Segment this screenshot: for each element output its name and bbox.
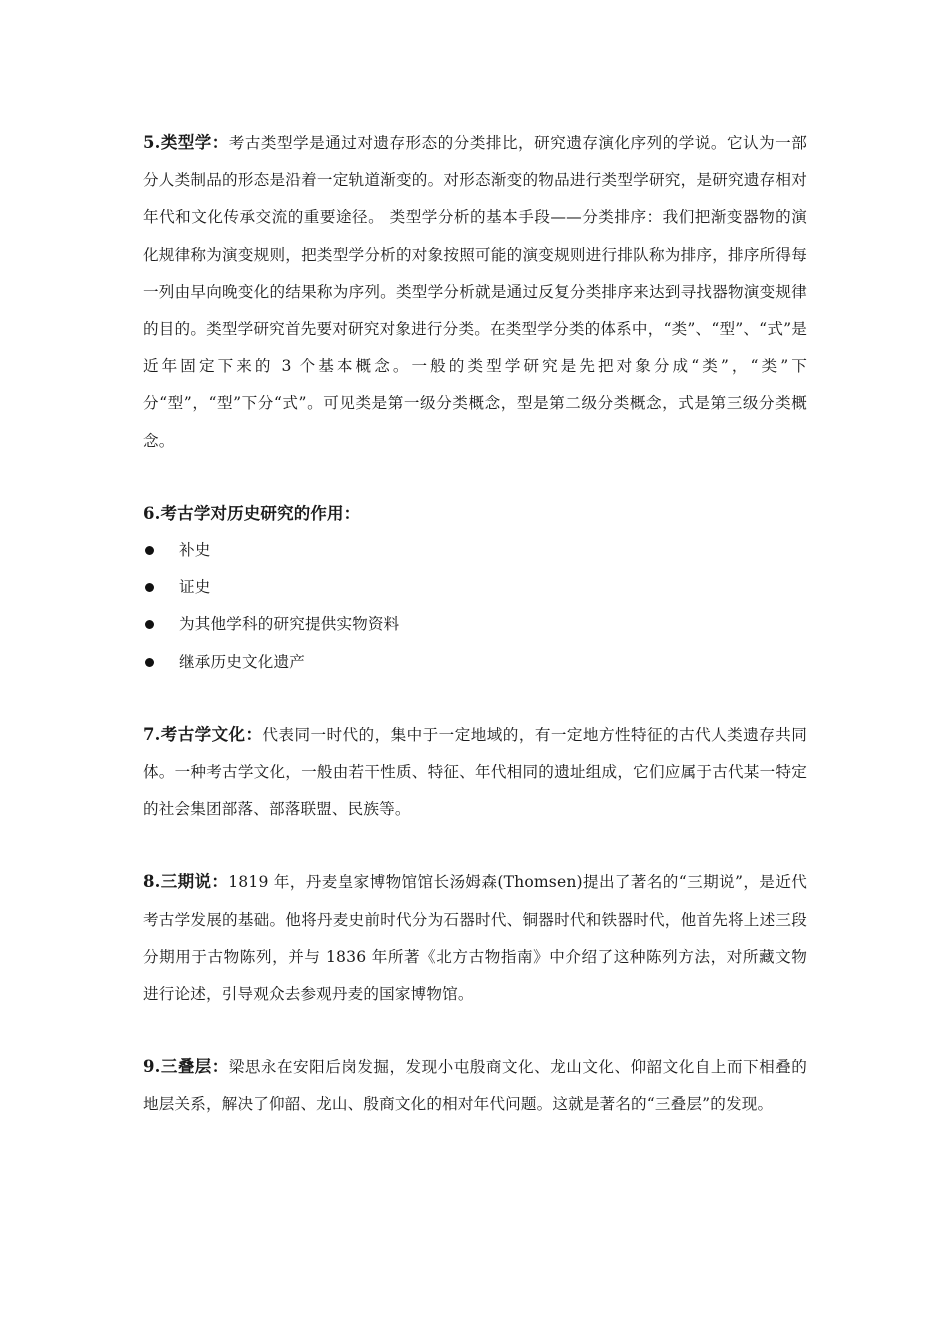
section-body: 梁思永在安阳后岗发掘，发现小屯殷商文化、龙山文化、仰韶文化自上而下相叠的地层关系，解决了仰韶、龙山、殷商文化的相对年代问题。这就是著名的“三叠层”的发现。 bbox=[143, 1058, 807, 1114]
list-item-text: 补史 bbox=[179, 541, 211, 560]
section-typology bbox=[143, 124, 807, 460]
section-heading: 9.三叠层： bbox=[143, 1057, 229, 1077]
bullet-icon bbox=[145, 583, 154, 592]
section-heading: 5.类型学： bbox=[143, 133, 229, 152]
section-culture bbox=[143, 716, 807, 829]
section-three-age bbox=[143, 863, 807, 1013]
document-page bbox=[143, 124, 807, 1124]
list-item-text: 为其他学科的研究提供实物资料 bbox=[179, 615, 400, 634]
section-history-role bbox=[143, 495, 807, 681]
section-body: 考古类型学是通过对遗存形态的分类排比，研究遗存演化序列的学说。它认为一部分人类制品的形态是沿着一定轨道渐变的。对形态渐变的物品进行类型学研究，是研究遗存相对年代和文化传承交流的重要途径。 类型学分析的基本手段——分类排序：我们把渐变器物的演化规律称为演变规则，把类型学分析的对象按照可能的演变规则进行排队称为排序，排序所得每一列由早向晚变化的结果称为序列。类型学分析就是通过反复分类排序来达到寻找器物演变规律的目的。类型学研究首先要对研究对象进行分类。在类型学分类的体系中，“类”、“型”、“式”是近年固定下来的 3 个基本概念。一般的类型学研究是先把对象分成“类”，“类”下分“型”，“型”下分“式”。可见类是第一级分类概念，型是第二级分类概念，式是第三级分类概念。 bbox=[143, 134, 807, 450]
list-item bbox=[143, 569, 807, 606]
list-item bbox=[143, 644, 807, 681]
bullet-icon bbox=[145, 546, 154, 555]
list-item-text: 证史 bbox=[179, 578, 211, 597]
bullet-icon bbox=[145, 620, 154, 629]
section-heading: 7.考古学文化： bbox=[143, 724, 263, 744]
bullet-list bbox=[143, 532, 807, 681]
section-body: 代表同一时代的，集中于一定地域的，有一定地方性特征的古代人类遗存共同体。一种考古学文化，一般由若干性质、特征、年代相同的遗址组成，它们应属于古代某一特定的社会集团部落、部落联盟、民族等。 bbox=[143, 725, 807, 819]
section-heading: 8.三期说： bbox=[143, 872, 229, 892]
section-body: 1819 年，丹麦皇家博物馆馆长汤姆森(Thomsen)提出了著名的“三期说”，是近代考古学发展的基础。他将丹麦史前时代分为石器时代、铜器时代和铁器时代，他首先将上述三段分期用于古物陈列，并与 1836 年所著《北方古物指南》中介绍了这种陈列方法，对所藏文物进行论述，引导观众去参观丹麦的国家博物馆。 bbox=[143, 873, 807, 1004]
list-item-text: 继承历史文化遗产 bbox=[179, 652, 305, 671]
list-item bbox=[143, 532, 807, 569]
list-item bbox=[143, 606, 807, 643]
bullet-icon bbox=[145, 658, 154, 667]
section-triple-layer bbox=[143, 1048, 807, 1123]
section-heading: 6.考古学对历史研究的作用： bbox=[143, 503, 361, 523]
